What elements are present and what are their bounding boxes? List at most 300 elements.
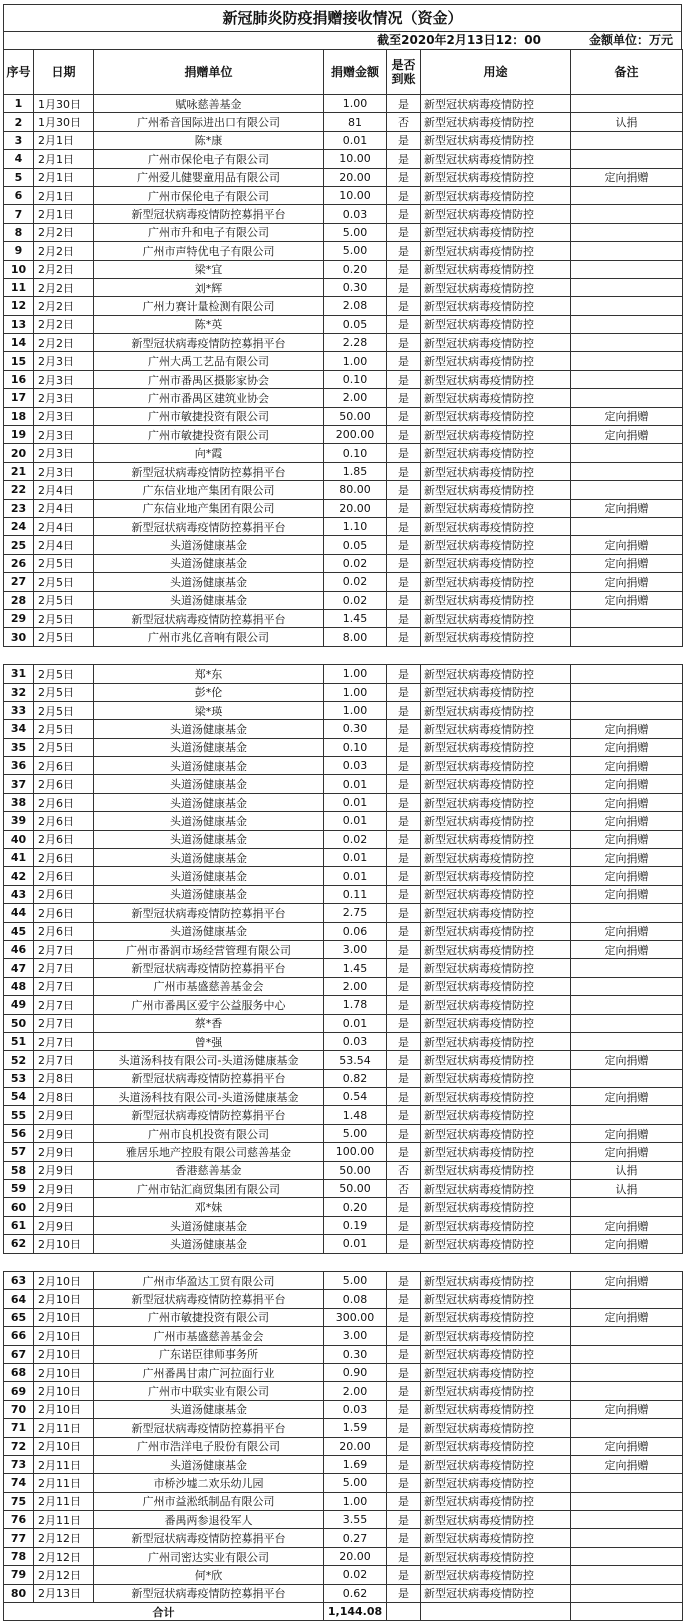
cell-note: 定向捐赠 <box>571 757 683 775</box>
cell-date: 2月6日 <box>34 867 94 885</box>
cell-use: 新型冠状病毒疫情防控 <box>421 1143 571 1161</box>
cell-note <box>571 1419 683 1437</box>
cell-note <box>571 1363 683 1381</box>
cell-org: 广州市浩洋电子股份有限公司 <box>94 1437 324 1455</box>
gap-cell <box>4 646 683 664</box>
cell-org: 新型冠状病毒疫情防控募捐平台 <box>94 462 324 480</box>
cell-org: 陈*英 <box>94 315 324 333</box>
table-row <box>4 1198 683 1216</box>
cell-amount: 2.08 <box>324 297 387 315</box>
cell-note <box>571 683 683 701</box>
table-row <box>4 1547 683 1565</box>
cell-date: 2月9日 <box>34 1124 94 1142</box>
cell-org: 头道汤健康基金 <box>94 793 324 811</box>
cell-use: 新型冠状病毒疫情防控 <box>421 830 571 848</box>
cell-note: 定向捐赠 <box>571 1437 683 1455</box>
table-row <box>4 462 683 480</box>
table-row <box>4 849 683 867</box>
total-empty-use <box>421 1603 571 1621</box>
table-row <box>4 113 683 131</box>
table-row <box>4 591 683 609</box>
cell-received: 是 <box>387 830 421 848</box>
cell-org: 新型冠状病毒疫情防控募捐平台 <box>94 1069 324 1087</box>
cell-no: 38 <box>4 793 34 811</box>
cell-use: 新型冠状病毒疫情防控 <box>421 131 571 149</box>
cell-amount: 1.78 <box>324 996 387 1014</box>
cell-amount: 0.54 <box>324 1088 387 1106</box>
cell-date: 2月11日 <box>34 1455 94 1473</box>
cell-received: 是 <box>387 370 421 388</box>
cell-use: 新型冠状病毒疫情防控 <box>421 1180 571 1198</box>
cell-no: 20 <box>4 444 34 462</box>
cell-no: 2 <box>4 113 34 131</box>
cell-use: 新型冠状病毒疫情防控 <box>421 481 571 499</box>
cell-date: 2月5日 <box>34 683 94 701</box>
cell-date: 2月1日 <box>34 131 94 149</box>
cell-org: 向*霞 <box>94 444 324 462</box>
cell-use: 新型冠状病毒疫情防控 <box>421 1290 571 1308</box>
cell-date: 2月5日 <box>34 554 94 572</box>
cell-received: 是 <box>387 278 421 296</box>
cell-org: 头道汤健康基金 <box>94 738 324 756</box>
cell-use: 新型冠状病毒疫情防控 <box>421 1566 571 1584</box>
cell-no: 45 <box>4 922 34 940</box>
cell-date: 2月6日 <box>34 922 94 940</box>
cell-note <box>571 223 683 241</box>
cell-received: 是 <box>387 591 421 609</box>
cell-use: 新型冠状病毒疫情防控 <box>421 775 571 793</box>
cell-date: 2月7日 <box>34 977 94 995</box>
cell-date: 2月10日 <box>34 1382 94 1400</box>
cell-amount: 10.00 <box>324 186 387 204</box>
cell-no: 41 <box>4 849 34 867</box>
cell-received: 是 <box>387 1400 421 1418</box>
cell-note: 定向捐赠 <box>571 407 683 425</box>
cell-use: 新型冠状病毒疫情防控 <box>421 1492 571 1510</box>
cell-no: 70 <box>4 1400 34 1418</box>
cell-received: 是 <box>387 1345 421 1363</box>
cell-no: 77 <box>4 1529 34 1547</box>
cell-note: 定向捐赠 <box>571 554 683 572</box>
cell-no: 46 <box>4 940 34 958</box>
cell-org: 新型冠状病毒疫情防控募捐平台 <box>94 1290 324 1308</box>
cell-note <box>571 297 683 315</box>
cell-amount: 0.03 <box>324 757 387 775</box>
cell-use: 新型冠状病毒疫情防控 <box>421 113 571 131</box>
table-row <box>4 977 683 995</box>
cell-amount: 50.00 <box>324 407 387 425</box>
cell-note <box>571 334 683 352</box>
cell-no: 75 <box>4 1492 34 1510</box>
cell-amount: 0.02 <box>324 1566 387 1584</box>
donation-sheet <box>3 4 682 1621</box>
cell-note <box>571 444 683 462</box>
table-row <box>4 334 683 352</box>
cell-received: 否 <box>387 1161 421 1179</box>
table-row <box>4 959 683 977</box>
cell-amount: 50.00 <box>324 1180 387 1198</box>
cell-no: 22 <box>4 481 34 499</box>
cell-note <box>571 628 683 646</box>
cell-use: 新型冠状病毒疫情防控 <box>421 701 571 719</box>
table-row <box>4 775 683 793</box>
cell-use: 新型冠状病毒疫情防控 <box>421 885 571 903</box>
cell-amount: 3.00 <box>324 1327 387 1345</box>
cell-use: 新型冠状病毒疫情防控 <box>421 1327 571 1345</box>
cell-use: 新型冠状病毒疫情防控 <box>421 1382 571 1400</box>
cell-date: 2月13日 <box>34 1584 94 1602</box>
table-row <box>4 297 683 315</box>
cell-org: 新型冠状病毒疫情防控募捐平台 <box>94 1419 324 1437</box>
cell-use: 新型冠状病毒疫情防控 <box>421 1437 571 1455</box>
cell-no: 55 <box>4 1106 34 1124</box>
cell-use: 新型冠状病毒疫情防控 <box>421 1088 571 1106</box>
cell-use: 新型冠状病毒疫情防控 <box>421 1547 571 1565</box>
cell-received: 是 <box>387 517 421 535</box>
cell-amount: 0.02 <box>324 573 387 591</box>
cell-org: 广州希音国际进出口有限公司 <box>94 113 324 131</box>
cell-use: 新型冠状病毒疫情防控 <box>421 554 571 572</box>
cell-no: 42 <box>4 867 34 885</box>
cell-date: 2月6日 <box>34 793 94 811</box>
donation-table <box>3 49 683 1621</box>
cell-org: 广州市敏捷投资有限公司 <box>94 407 324 425</box>
table-row <box>4 242 683 260</box>
cell-received: 是 <box>387 1106 421 1124</box>
table-row <box>4 1088 683 1106</box>
cell-date: 2月4日 <box>34 499 94 517</box>
total-label: 合计 <box>4 1603 324 1621</box>
cell-date: 2月5日 <box>34 609 94 627</box>
cell-use: 新型冠状病毒疫情防控 <box>421 1216 571 1234</box>
cell-received: 是 <box>387 1511 421 1529</box>
cell-use: 新型冠状病毒疫情防控 <box>421 591 571 609</box>
cell-use: 新型冠状病毒疫情防控 <box>421 904 571 922</box>
cell-org: 雅居乐地产控股有限公司慈善基金 <box>94 1143 324 1161</box>
cell-date: 2月5日 <box>34 628 94 646</box>
header-org: 捐赠单位 <box>94 50 324 95</box>
cell-org: 新型冠状病毒疫情防控募捐平台 <box>94 1529 324 1547</box>
cell-amount: 20.00 <box>324 1437 387 1455</box>
cell-no: 78 <box>4 1547 34 1565</box>
cell-no: 27 <box>4 573 34 591</box>
cell-no: 6 <box>4 186 34 204</box>
cell-org: 广州市番禺区摄影家协会 <box>94 370 324 388</box>
cell-org: 蔡*香 <box>94 1014 324 1032</box>
cell-received: 是 <box>387 757 421 775</box>
cell-note: 定向捐赠 <box>571 1088 683 1106</box>
cell-received: 是 <box>387 885 421 903</box>
cell-use: 新型冠状病毒疫情防控 <box>421 462 571 480</box>
cell-received: 是 <box>387 205 421 223</box>
cell-date: 2月9日 <box>34 1143 94 1161</box>
cell-date: 2月12日 <box>34 1547 94 1565</box>
cell-received: 是 <box>387 665 421 683</box>
cell-date: 1月30日 <box>34 113 94 131</box>
table-row <box>4 131 683 149</box>
cell-note: 定向捐赠 <box>571 1051 683 1069</box>
cell-use: 新型冠状病毒疫情防控 <box>421 1308 571 1326</box>
cell-no: 31 <box>4 665 34 683</box>
table-row <box>4 1363 683 1381</box>
cell-received: 是 <box>387 849 421 867</box>
cell-no: 5 <box>4 168 34 186</box>
cell-note <box>571 370 683 388</box>
cell-no: 51 <box>4 1032 34 1050</box>
cell-note <box>571 1327 683 1345</box>
cell-use: 新型冠状病毒疫情防控 <box>421 352 571 370</box>
cell-use: 新型冠状病毒疫情防控 <box>421 278 571 296</box>
cell-org: 头道汤健康基金 <box>94 757 324 775</box>
cell-amount: 1.48 <box>324 1106 387 1124</box>
cell-amount: 0.20 <box>324 1198 387 1216</box>
cell-org: 刘*辉 <box>94 278 324 296</box>
cell-use: 新型冠状病毒疫情防控 <box>421 922 571 940</box>
cell-received: 是 <box>387 793 421 811</box>
cell-org: 广州市基盛慈善基金会 <box>94 1327 324 1345</box>
cell-org: 新型冠状病毒疫情防控募捐平台 <box>94 609 324 627</box>
cell-use: 新型冠状病毒疫情防控 <box>421 1124 571 1142</box>
cell-note <box>571 609 683 627</box>
cell-org: 头道汤健康基金 <box>94 922 324 940</box>
cell-org: 广州市基盛慈善基金会 <box>94 977 324 995</box>
cell-date: 2月5日 <box>34 738 94 756</box>
cell-amount: 0.02 <box>324 830 387 848</box>
cell-received: 是 <box>387 95 421 113</box>
cell-org: 广州市良机投资有限公司 <box>94 1124 324 1142</box>
cell-date: 2月8日 <box>34 1069 94 1087</box>
cell-date: 2月11日 <box>34 1511 94 1529</box>
cell-date: 2月2日 <box>34 242 94 260</box>
cell-received: 是 <box>387 609 421 627</box>
table-row <box>4 168 683 186</box>
cell-org: 广州市保伦电子有限公司 <box>94 150 324 168</box>
cell-amount: 1.00 <box>324 95 387 113</box>
cell-org: 头道汤健康基金 <box>94 812 324 830</box>
cell-use: 新型冠状病毒疫情防控 <box>421 867 571 885</box>
cell-amount: 0.30 <box>324 278 387 296</box>
cell-amount: 1.85 <box>324 462 387 480</box>
table-row <box>4 628 683 646</box>
cell-received: 是 <box>387 683 421 701</box>
cell-amount: 0.62 <box>324 1584 387 1602</box>
cell-amount: 0.20 <box>324 260 387 278</box>
cell-received: 是 <box>387 389 421 407</box>
table-row <box>4 1566 683 1584</box>
cell-use: 新型冠状病毒疫情防控 <box>421 517 571 535</box>
cell-use: 新型冠状病毒疫情防控 <box>421 849 571 867</box>
cell-amount: 0.01 <box>324 775 387 793</box>
cell-org: 新型冠状病毒疫情防控募捐平台 <box>94 205 324 223</box>
cell-date: 2月7日 <box>34 959 94 977</box>
cell-note: 定向捐赠 <box>571 168 683 186</box>
cell-date: 2月6日 <box>34 885 94 903</box>
cell-use: 新型冠状病毒疫情防控 <box>421 150 571 168</box>
cell-date: 2月6日 <box>34 830 94 848</box>
cell-use: 新型冠状病毒疫情防控 <box>421 757 571 775</box>
header-no: 序号 <box>4 50 34 95</box>
cell-date: 2月11日 <box>34 1492 94 1510</box>
cell-use: 新型冠状病毒疫情防控 <box>421 1272 571 1290</box>
cell-note <box>571 95 683 113</box>
table-row <box>4 720 683 738</box>
table-row <box>4 830 683 848</box>
cell-amount: 0.90 <box>324 1363 387 1381</box>
cell-amount: 300.00 <box>324 1308 387 1326</box>
cell-no: 64 <box>4 1290 34 1308</box>
cell-received: 是 <box>387 720 421 738</box>
cell-date: 2月6日 <box>34 775 94 793</box>
cell-date: 2月11日 <box>34 1419 94 1437</box>
cell-org: 广东信业地产集团有限公司 <box>94 499 324 517</box>
cell-use: 新型冠状病毒疫情防控 <box>421 95 571 113</box>
cell-received: 是 <box>387 462 421 480</box>
table-row <box>4 205 683 223</box>
cell-no: 68 <box>4 1363 34 1381</box>
cell-no: 66 <box>4 1327 34 1345</box>
cell-amount: 0.03 <box>324 1400 387 1418</box>
cell-received: 是 <box>387 1032 421 1050</box>
cell-org: 头道汤健康基金 <box>94 1400 324 1418</box>
cell-received: 是 <box>387 1492 421 1510</box>
cell-use: 新型冠状病毒疫情防控 <box>421 812 571 830</box>
cell-note <box>571 665 683 683</box>
cell-note: 定向捐赠 <box>571 812 683 830</box>
cell-note: 定向捐赠 <box>571 1143 683 1161</box>
cell-date: 2月7日 <box>34 1032 94 1050</box>
cell-use: 新型冠状病毒疫情防控 <box>421 205 571 223</box>
cell-org: 陈*康 <box>94 131 324 149</box>
cell-date: 2月7日 <box>34 940 94 958</box>
cell-no: 40 <box>4 830 34 848</box>
cell-amount: 0.08 <box>324 1290 387 1308</box>
cell-use: 新型冠状病毒疫情防控 <box>421 242 571 260</box>
cell-no: 29 <box>4 609 34 627</box>
section-gap <box>4 646 683 664</box>
table-row <box>4 1382 683 1400</box>
cell-amount: 0.02 <box>324 554 387 572</box>
cell-date: 2月9日 <box>34 1198 94 1216</box>
table-row <box>4 1308 683 1326</box>
cell-org: 头道汤健康基金 <box>94 867 324 885</box>
cell-date: 2月5日 <box>34 665 94 683</box>
cell-no: 43 <box>4 885 34 903</box>
cell-no: 72 <box>4 1437 34 1455</box>
cell-note <box>571 959 683 977</box>
cell-date: 2月2日 <box>34 334 94 352</box>
cell-use: 新型冠状病毒疫情防控 <box>421 1069 571 1087</box>
cell-received: 是 <box>387 554 421 572</box>
cell-use: 新型冠状病毒疫情防控 <box>421 536 571 554</box>
cell-no: 15 <box>4 352 34 370</box>
cell-amount: 100.00 <box>324 1143 387 1161</box>
cell-amount: 1.45 <box>324 959 387 977</box>
cell-date: 2月3日 <box>34 407 94 425</box>
page-title: 新冠肺炎防疫捐赠接收情况（资金） <box>3 4 682 31</box>
cell-no: 32 <box>4 683 34 701</box>
table-row <box>4 150 683 168</box>
cell-org: 广州司密达实业有限公司 <box>94 1547 324 1565</box>
cell-org: 广州市益淞纸制品有限公司 <box>94 1492 324 1510</box>
cell-received: 是 <box>387 536 421 554</box>
cell-note <box>571 1069 683 1087</box>
cell-org: 头道汤健康基金 <box>94 554 324 572</box>
cell-note <box>571 1106 683 1124</box>
cell-date: 2月1日 <box>34 150 94 168</box>
cell-received: 是 <box>387 1547 421 1565</box>
cell-note: 定向捐赠 <box>571 1455 683 1473</box>
cell-use: 新型冠状病毒疫情防控 <box>421 1419 571 1437</box>
cell-org: 广州市升和电子有限公司 <box>94 223 324 241</box>
cell-received: 是 <box>387 499 421 517</box>
cell-no: 28 <box>4 591 34 609</box>
cell-amount: 0.30 <box>324 720 387 738</box>
cell-use: 新型冠状病毒疫情防控 <box>421 1345 571 1363</box>
cell-note <box>571 977 683 995</box>
cell-note: 定向捐赠 <box>571 922 683 940</box>
cell-amount: 5.00 <box>324 223 387 241</box>
table-row <box>4 389 683 407</box>
cell-no: 10 <box>4 260 34 278</box>
cell-received: 是 <box>387 1290 421 1308</box>
cell-note <box>571 904 683 922</box>
cell-amount: 0.01 <box>324 812 387 830</box>
cell-note <box>571 1529 683 1547</box>
cell-note: 定向捐赠 <box>571 499 683 517</box>
cell-date: 2月3日 <box>34 462 94 480</box>
cell-date: 2月10日 <box>34 1345 94 1363</box>
cell-date: 2月6日 <box>34 904 94 922</box>
cell-note <box>571 131 683 149</box>
cell-use: 新型冠状病毒疫情防控 <box>421 720 571 738</box>
cell-use: 新型冠状病毒疫情防控 <box>421 334 571 352</box>
table-row <box>4 260 683 278</box>
cell-date: 2月3日 <box>34 352 94 370</box>
cell-org: 头道汤科技有限公司-头道汤健康基金 <box>94 1051 324 1069</box>
cell-amount: 1.00 <box>324 665 387 683</box>
cell-org: 头道汤健康基金 <box>94 1235 324 1253</box>
cell-date: 2月9日 <box>34 1180 94 1198</box>
table-body <box>4 95 683 1621</box>
cell-received: 是 <box>387 1382 421 1400</box>
cell-date: 2月10日 <box>34 1235 94 1253</box>
table-row <box>4 426 683 444</box>
table-row <box>4 1161 683 1179</box>
cell-use: 新型冠状病毒疫情防控 <box>421 223 571 241</box>
table-row <box>4 940 683 958</box>
cell-no: 18 <box>4 407 34 425</box>
table-row <box>4 278 683 296</box>
cell-amount: 2.75 <box>324 904 387 922</box>
cell-note: 定向捐赠 <box>571 426 683 444</box>
cell-no: 3 <box>4 131 34 149</box>
cell-no: 74 <box>4 1474 34 1492</box>
cell-org: 头道汤健康基金 <box>94 720 324 738</box>
cell-amount: 1.69 <box>324 1455 387 1473</box>
cell-received: 是 <box>387 812 421 830</box>
cell-no: 8 <box>4 223 34 241</box>
cell-received: 是 <box>387 701 421 719</box>
cell-note <box>571 1492 683 1510</box>
table-header-row <box>4 50 683 95</box>
cell-amount: 0.03 <box>324 205 387 223</box>
cell-amount: 0.11 <box>324 885 387 903</box>
cell-use: 新型冠状病毒疫情防控 <box>421 959 571 977</box>
cell-org: 头道汤健康基金 <box>94 885 324 903</box>
cell-org: 市桥沙墟二欢乐幼儿园 <box>94 1474 324 1492</box>
cell-no: 56 <box>4 1124 34 1142</box>
table-row <box>4 95 683 113</box>
